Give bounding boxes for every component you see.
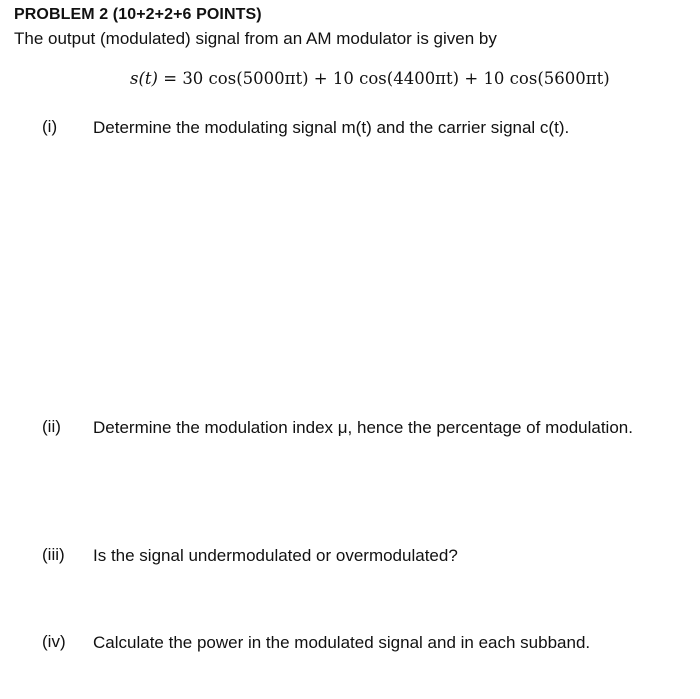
signal-equation — [130, 69, 610, 88]
equation-lhs: s(t) — [130, 69, 158, 88]
part-number: (i) — [42, 117, 58, 136]
equation-term-2: 10 cos(4400πt) — [332, 69, 460, 88]
equation-plus-1: + — [308, 69, 333, 88]
equation-plus-2: + — [459, 69, 484, 88]
part-question-text: Determine the modulation index μ, hence the percentage of modulation. — [93, 418, 633, 437]
part-question-text: Calculate the power in the modulated signal and in each subband. — [93, 633, 591, 652]
equation-term-3: 10 cos(5600πt) — [483, 69, 610, 88]
equation-term-1: 30 cos(5000πt) — [182, 69, 309, 88]
equation-equals: = — [157, 69, 183, 88]
part-number: (iii) — [42, 545, 65, 564]
part-number: (ii) — [42, 417, 61, 436]
problem-title: PROBLEM 2 (10+2+2+6 POINTS) — [14, 6, 262, 23]
part-question-text: Determine the modulating signal m(t) and the carrier signal c(t). — [93, 118, 570, 137]
part-number: (iv) — [42, 632, 66, 651]
problem-intro: The output (modulated) signal from an AM modulator is given by — [14, 29, 497, 48]
part-question-text: Is the signal undermodulated or overmodulated? — [93, 546, 458, 565]
